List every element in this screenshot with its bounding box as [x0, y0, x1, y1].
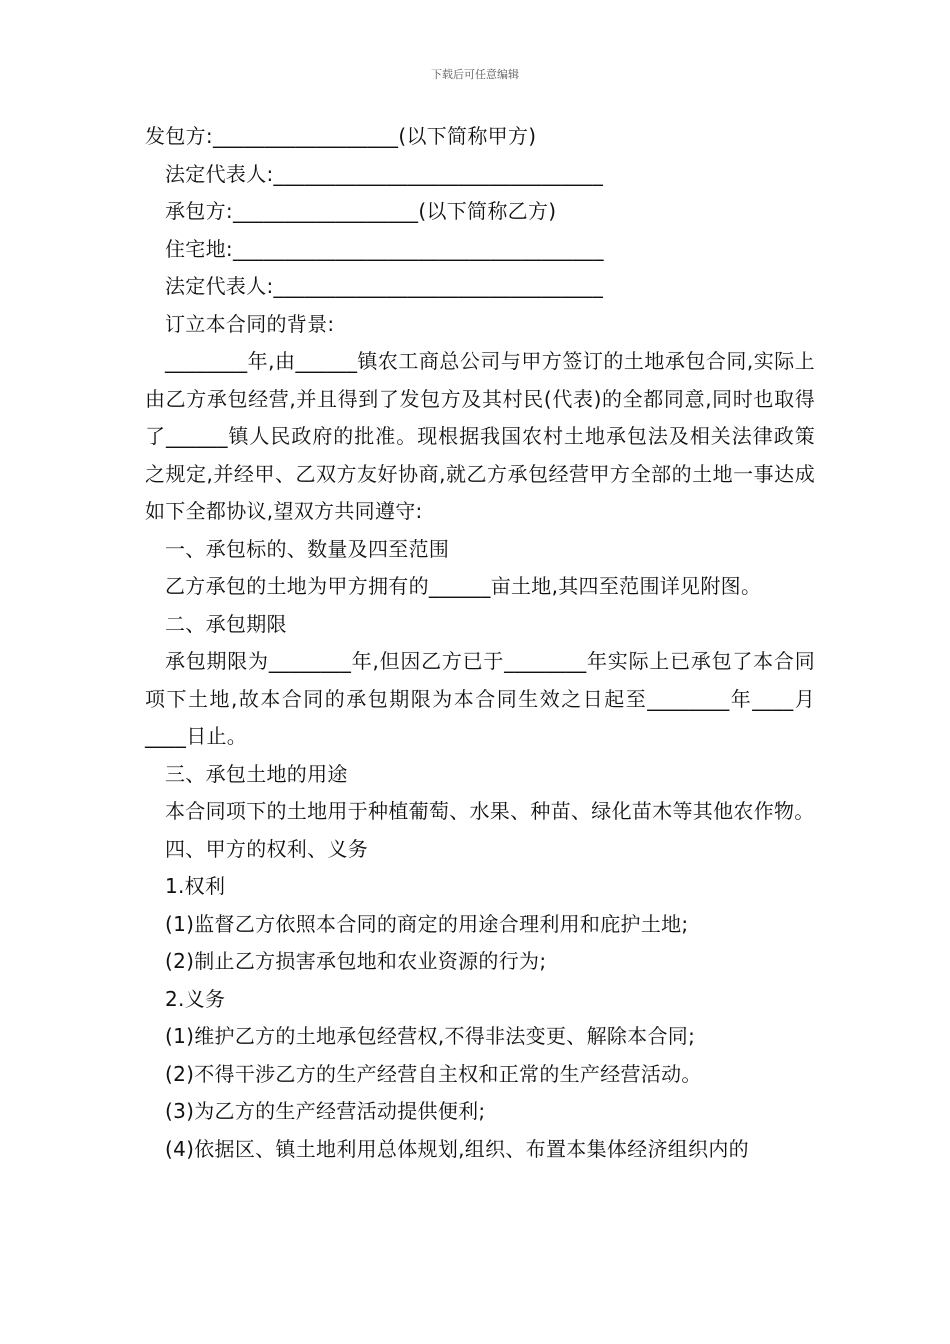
party-b-representative-line: 法定代表人:________________________________: [165, 274, 604, 298]
obligations-heading: 2.义务: [165, 986, 226, 1011]
section-1-text: 乙方承包的土地为甲方拥有的______亩土地,其四至范围详见附图。: [165, 574, 762, 598]
contract-body: [145, 118, 815, 1168]
obligation-item-2: (2)不得干涉乙方的生产经营自主权和正常的生产经营活动。: [165, 1061, 702, 1086]
section-2-paragraph: 承包期限为________年,但因乙方已于________年实际上已承包了本合同项下土地,故本合同的承包期限为本合同生效之日起至________年____月____日止。: [145, 649, 815, 748]
party-b-line: 承包方:__________________(以下简称乙方): [165, 199, 557, 223]
background-heading: 订立本合同的背景:: [165, 311, 335, 336]
obligation-item-3: (3)为乙方的生产经营活动提供便利;: [165, 1099, 486, 1123]
section-2-heading: 二、承包期限: [165, 611, 287, 636]
party-a-representative-line: 法定代表人:________________________________: [165, 161, 604, 186]
obligation-item-1: (1)维护乙方的土地承包经营权,不得非法变更、解除本合同;: [165, 1024, 696, 1048]
rights-heading: 1.权利: [165, 874, 226, 898]
party-b-address-line: 住宅地:____________________________________: [165, 236, 604, 261]
right-item-1: (1)监督乙方依照本合同的商定的用途合理利用和庇护土地;: [165, 911, 689, 936]
section-4-heading: 四、甲方的权利、义务: [165, 836, 368, 861]
background-paragraph: ________年,由______镇农工商总公司与甲方签订的土地承包合同,实际上由乙方承包经营,并且得到了发包方及其村民(代表)的全都同意,同时也取得了______镇人民政府的批准。现根据我国农村土地承包法及相关法律政策之规定,并经甲、乙双方友好协商,就乙方承包经营甲方全部的土地一事达成如下全都协议,望双方共同遵守:: [145, 349, 815, 523]
section-1-heading: 一、承包标的、数量及四至范围: [165, 536, 450, 561]
section-3-paragraph: 本合同项下的土地用于种植葡萄、水果、种苗、绿化苗木等其他农作物。: [165, 799, 815, 823]
obligation-item-4: (4)依据区、镇土地利用总体规划,组织、布置本集体经济组织内的: [165, 1136, 749, 1161]
right-item-2: (2)制止乙方损害承包地和农业资源的行为;: [165, 949, 547, 973]
party-a-line: 发包方:__________________(以下简称甲方): [145, 124, 537, 148]
page-header: 下载后可任意编辑: [431, 68, 519, 81]
section-3-heading: 三、承包土地的用途: [165, 761, 348, 786]
